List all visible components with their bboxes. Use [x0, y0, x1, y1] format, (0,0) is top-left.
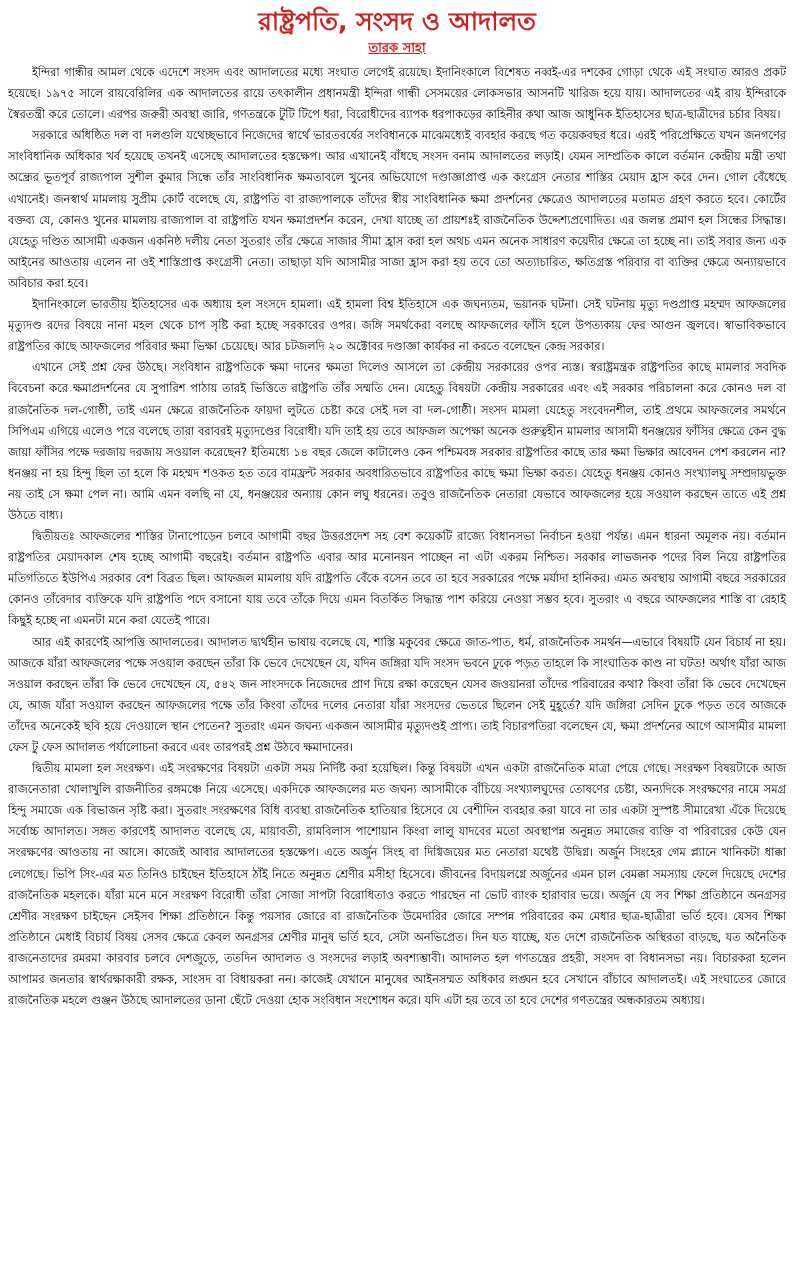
article-title: রাষ্ট্রপতি, সংসদ ও আদালত [258, 7, 536, 36]
paragraph: দ্বিতীয় মামলা হল সংরক্ষণ। এই সংরক্ষণের বিষয়টা একটা সময় নির্দিষ্ট করা হয়েছিল। কিন্তু বিষয়টা এখন একটা রাজনৈতিক মাত্রা পেয়ে গেছে। সংরক্ষণ বিষয়টাকে আজ রাজনেতারা খোলাখুলি রাজনীতির রঙ্গমঞ্চে নিয়ে এসেছে। একদিকে আফজলের মত জঘন্য আসামীকে বাঁচিয়ে সংখ্যালঘুদের তোষণের চেষ্টা, অন্যদিকে সংরক্ষণের নামে সমগ্র হিন্দু সমাজে এক বিভাজন সৃষ্টি করা। সুতরাং সংরক্ষণের বিধি ব্যবস্থা রাজনৈতিক হাতিয়ার হিসেবে যে বেশীদিন ব্যবহার করা যাবে না তার একটা সুস্পষ্ট সীমারেখা এঁকে দিয়েছে সর্বোচ্চ আদালত। সঙ্গত কারণেই আদালত বলেছে যে, মায়াবতী, রামবিলাস পাশোয়ান কিংবা লালু যাদবের মতো অবস্থাপন্ন অনুন্নত সমাজের ব্যক্তি বা পরিবারের কেউ যেন সংরক্ষণের আওতায় না আসে। কাজেই আবার আদালতের হস্তক্ষেপ। এতে অর্জুন সিংহ বা দিগ্বিজয়ের মত নেতারা যথেষ্ট উদ্বিগ্ন। অর্জুন সিংহের গেম প্ল্যানে খানিকটা ধাক্কা লেগেছে। ভিপি সিং-এর মত তিনিও চাইছেন ইতিহাসে ঠাঁই নিতে অনুন্নত শ্রেণীর মসীহা হিসেবে। জীবনের বিদায়লগ্নে অর্জুনের এমন চাল বেমক্কা সমস্যায় ফেলে দিয়েছে দেশের রাজনৈতিক মহলকে। যাঁরা মনে মনে সংরক্ষণ বিরোধী তাঁরা সোজা সাপটা বিরোধিতাও করতে পারছেন না ভোট ব্যাংক হারাবার ভয়ে। অর্জুন যে সব শিক্ষা প্রতিষ্ঠানে অনগ্রসর শ্রেণীর সংরক্ষণ চাইছেন সেইসব শিক্ষা প্রতিষ্ঠানে কিন্তু পয়সার জোরে বা রাজনৈতিক উমেদারির জোরে সম্পন্ন পরিবারের কম মেধার ছাত্র-ছাত্রীরা ভর্তি হবে। যেসব শিক্ষা প্রতিষ্ঠানে মেধাই বিচার্য বিষয় সেসব ক্ষেত্রে কেবল অনগ্রসর শ্রেণীর মানুষ ভর্তি হবে, সেটা অনভিপ্রেত। দিন যত যাচ্ছে, যত দেশে রাজনৈতিক অস্থিরতা বাড়ছে, যত অনৈতিক রাজনেতাদের রমরমা কারবার চলবে দেশজুড়ে, ততদিন আদালত ও সংসদের লড়াই অবশ্যম্ভাবী। আদালত হল গণতন্ত্রের প্রহরী, সংসদ বা বিধানসভা নয়। বিচারকরা হলেন আপামর জনতার স্বার্থরক্ষাকারী রক্ষক, সাংসদ বা বিধায়করা নন। কাজেই যেখানে মানুষের আইনসম্মত অধিকার লঙ্ঘন হবে সেখানে বাঁচাবে আদালতই। এই সংঘাতের জোরে রাজনৈতিক মহলে গুঞ্জন উঠছে আদালতের ডানা ছেঁটে দেওয়া হোক সংবিধান সংশোধন করে। যদি এটা হয় তবে তা হবে দেশের গণতন্ত্রের অন্ধকারতম অধ্যায়। [8, 762, 786, 1008]
paragraph: এখানে সেই প্রশ্ন ফের উঠছে। সংবিধান রাষ্ট্রপতিকে ক্ষমা দানের ক্ষমতা দিলেও আসলে তা কেন্দ্রীয় সরকারের ওপর ন্যস্ত। স্বরাষ্ট্রমন্ত্রক রাষ্ট্রপতির কাছে মামলার সবদিক বিবেচনা করে ক্ষমাপ্রদর্শনের যে সুপারিশ পাঠায় তারই ভিত্তিতে রাষ্ট্রপতি তাঁর সম্মতি দেন। যেহেতু বিষয়টা কেন্দ্রীয় সরকারের এবং এই সরকার পরিচালনা করে কোনও দল বা রাজনৈতিক দল-গোষ্ঠী, তাই এমন ক্ষেত্রে রাজনৈতিক ফায়দা লুটতে চেষ্টা করে সেই দল বা দল-গোষ্ঠী। সংসদ মামলা যেহেতু সংবেদনশীল, তাই প্রথমে আফজলের সমর্থনে সিপিএম এগিয়ে এলেও পরে বলেছে তারা বরাবরই মৃত্যুদণ্ডের বিরোধী। যদি তাই হয় তবে আফজল অপেক্ষা অনেক গুরুত্বহীন মামলার আসামী ধনঞ্জয়ের ফাঁসির ক্ষেত্রে কেন বুদ্ধ জায়া ফাঁসির পক্ষে দরজায় দরজায় সওয়াল করেছেন? ইতিমধ্যে ১৪ বছর জেলে কাটালেও কেন পশ্চিমবঙ্গ সরকার রাষ্ট্রপতির কাছে তার ক্ষমা ভিক্ষার আবেদন পেশ করলেন না? ধনঞ্জয় না হয় হিন্দু ছিল তা হলে কি মহম্মদ শওকত হত তবে বামফ্রন্ট সরকার অবধারিতভাবে রাষ্ট্রপতির কাছে ক্ষমা ভিক্ষা করত। যেহেতু ধনঞ্জয় কোনও সংখ্যালঘু সম্প্রদায়ভুক্ত নয় তাই সে ক্ষমা পেল না। আমি এমন বলছি না যে, ধনঞ্জয়ের অন্যায় কোন লঘু ধরনের। তবুও রাজনৈতিক নেতারা যেভাবে আফজলের হয়ে সওয়াল করছেন তাতে এই প্রশ্ন উঠতে বাধ্য। [8, 361, 786, 522]
paragraph: ইদানিংকালে ভারতীয় ইতিহাসের এক অধ্যায় হল সংসদে হামলা। এই হামলা বিশ্ব ইতিহাসে এক জঘন্যতম, ভয়ানক ঘটনা। সেই ঘটনায় মৃত্যু দণ্ডপ্রাপ্ত মহম্মদ আফজলের মৃত্যুদণ্ড রদের বিষয়ে নানা মহল থেকে চাপ সৃষ্টি করা হচ্ছে সরকারের ওপর। জঙ্গি সমর্থকেরা বলছে আফজলের ফাঁসি হলে উপত্যকায় ফের আগুন জ্বলবে। স্বাভাবিকভাবে রাষ্ট্রপতির কাছে আফজলের পরিবার ক্ষমা ভিক্ষা চেয়েছে। আর চটজলদি ২০ অক্টোবর দণ্ডাজ্ঞা কার্যকর না করতে বলেছেন কেন্দ্র সরকার। [8, 298, 786, 354]
article-author: তারক সাহা [368, 41, 426, 56]
paragraph: ইন্দিরা গান্ধীর আমল থেকে এদেশে সংসদ এবং আদালতের মধ্যে সংঘাত লেগেই রয়েছে। ইদানিংকালে বিশেষত নব্বই-এর দশকের গোড়া থেকে এই সংঘাত আরও প্রকট হয়েছে। ১৯৭৫ সালে রায়বেরিলির এক আদালতের রায়ে তৎকালীন প্রধানমন্ত্রী ইন্দিরা গান্ধী সেসময়ের লোকসভার আসনটি খারিজ হয়ে যায়। আদালতের এই রায় ইন্দিরাকে স্বৈরতন্ত্রী করে তোলে। এরপর জরুরী অবস্থা জারি, গণতন্ত্রকে টুটি টিপে ধরা, বিরোধীদের ব্যাপক ধরপাকড়ের কাহিনীর কথা আজ আধুনিক ইতিহাসের ছাত্র-ছাত্রীদের চর্চার বিষয়। [8, 66, 786, 122]
paragraph: সরকারে অধিষ্ঠিত দল বা দলগুলি যথেচ্ছভাবে নিজেদের স্বার্থে ভারতবর্ষের সংবিধানকে মাঝেমধ্যেই ব্যবহার করছে গত কয়েকবছর ধরে। এরই পরিপ্রেক্ষিতে যখন জনগণের সাংবিধানিক অধিকার খর্ব হয়েছে তখনই এসেছে আদালতের হস্তক্ষেপ। আর এখানেই বাঁধছে সংসদ বনাম আদালতের লড়াই। যেমন সাম্প্রতিক কালে বর্তমান কেন্দ্রীয় মন্ত্রী তথা অন্ধ্রের ভূতপূর্ব রাজ্যপাল সুশীল কুমার সিন্ধে তাঁর সাংবিধানিক ক্ষমতাবলে খুনের অভিযোগে দণ্ডাজ্ঞাপ্রাপ্ত এক কংগ্রেস নেতার শাস্তির মেয়াদ হ্রাস করে দেন। গোল বেঁধেছে এখানেই। জনস্বার্থ মামলায় সুপ্রীম কোর্ট বলেছে যে, রাষ্ট্রপতি বা রাজ্যপালকে তাঁদের স্বীয় সাংবিধানিক ক্ষমা প্রদর্শনের ক্ষেত্রেও আদালতের মতামত গ্রহণ করতে হবে। কোর্টের বক্তব্য যে, কোনও খুনের মামলায় রাজ্যপাল বা রাষ্ট্রপতি যখন ক্ষমাপ্রদর্শন করেন, দেখা যাচ্ছে তা প্রায়শঃই রাজনৈতিক উদ্দেশ্যপ্রণোদিত। এর জলন্ত প্রমাণ হল সিন্ধের সিদ্ধান্ত। যেহেতু দণ্ডিত আসামী একজন একনিষ্ঠ দলীয় নেতা সুতরাং তাঁর ক্ষেত্রে সাজার সীমা হ্রাস করা হল অথচ এমন অনেক সাধারণ কয়েদীর ক্ষেত্রে তা হচ্ছে না। তাই সবার জন্য এক আইনের আওতায় এলেন না ওই শাস্তিপ্রাপ্ত কংগ্রেসী নেতা। তাছাড়া যদি আসামীর সাজা হ্রাস করা হয় তবে তো অত্যাচারিত, ক্ষতিগ্রস্ত পরিবার বা ব্যক্তির ক্ষেত্রে অন্যায়ভাবে অবিচার করা হবে। [8, 129, 786, 290]
paragraph: আর এই কারণেই আপত্তি আদালতের। আদালত দ্ব্যর্থহীন ভাষায় বলেছে যে, শাস্তি মকুবের ক্ষেত্রে জাত-পাত, ধর্ম, রাজনৈতিক সমর্থন—এভাবে বিষয়টি যেন বিচার্য না হয়। আজকে যাঁরা আফজলের পক্ষে সওয়াল করছেন তাঁরা কি ভেবে দেখেছেন যে, যদিন জঙ্গিরা যদি সংসদ ভবনে ঢুকে পড়ত তাহলে কি সাংঘাতিক কাণ্ড না ঘটত! অর্থাৎ যাঁরা আজ সওয়াল করছেন তাঁরা কি ভেবে দেখেছেন যে, ৫৪২ জন সাংসদকে নিজেদের প্রাণ দিয়ে রক্ষা করেছেন যেসব জওয়ানরা তাঁদের পরিবারের কথা? কিংবা তাঁরা কি ভেবে দেখেছেন যে, আজ যাঁরা সওয়াল করছেন আফজলের পক্ষে তাঁর কিংবা তাঁদের দলের নেতারা যাঁরা সংসদের ভেতরে ছিলেন সেই মুহূর্তে? যদি জঙ্গিরা সেদিন ঢুকে পড়ত তবে আজকে তাঁদের অনেকেই ছবি হয়ে দেওয়ালে স্থান পেতেন? সুতরাং এমন জঘন্য একজন আসামীর মৃত্যুদণ্ডই প্রাপ্য। তাই বিচারপতিরা বলেছেন যে, ক্ষমা প্রদর্শনের আগে আসামীর মামলা ফেস টু ফেস আদালত পর্যালোচনা করবে এবং তারপরই প্রশ্ন উঠবে ক্ষমাদানের। [8, 635, 786, 754]
paragraph: দ্বিতীয়তঃ আফজলের শাস্তির টানাপোড়েন চলবে আগামী বছর উত্তরপ্রদেশ সহ বেশ কয়েকটি রাজ্যে বিধানসভা নির্বাচন হওয়া পর্যন্ত। এমন ধারনা অমূলক নয়। বর্তমান রাষ্ট্রপতির মেয়াদকাল শেষ হচ্ছে আগামী বছরেই। বর্তমান রাষ্ট্রপতি এবার আর মনোনয়ন পাচ্ছেন না এটা একরম নিশ্চিত। সরকার লাভজনক পদের বিল নিয়ে রাষ্ট্রপতির মতিগতিতে ইউপিএ সরকার বেশ বিব্রত ছিল। আফজল মামলায় যদি রাষ্ট্রপতি বেঁকে বসেন তবে তা হবে সরকারের পক্ষে মর্যাদা হানিকর। এমত অবস্থায় আগামী বছরে সরকারের কোনও তাঁবেদার ব্যক্তিকে যদি রাষ্ট্রপতি পদে বসানো যায় তবে তাঁকে দিয়ে এমন বিতর্কিত সিদ্ধান্ত পাশ করিয়ে নেওয়া সম্ভব হবে। সুতরাং এ বছরে আফজলের শাস্তি বা রেহাই কিছুই হচ্ছে না এমনটা মনে করা যেতেই পারে। [8, 530, 786, 628]
article-body [8, 62, 786, 1011]
